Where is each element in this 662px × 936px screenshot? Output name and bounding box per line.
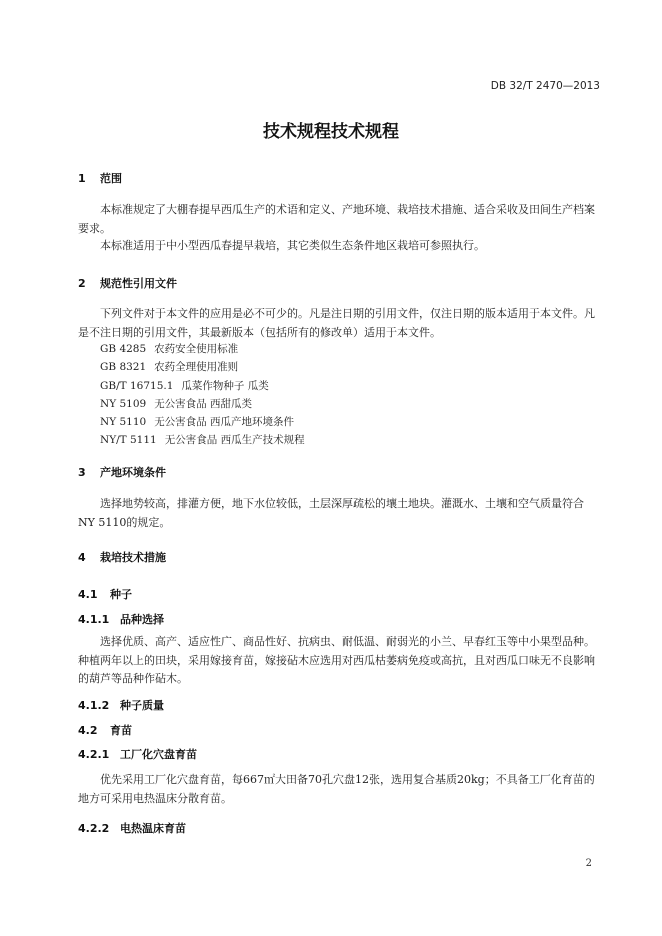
document-code: DB 32/T 2470—2013 — [490, 80, 600, 92]
environment-paragraph: 选择地势较高，排灌方便，地下水位较低，土层深厚疏松的壤土地块。灌溉水、土壤和空气质量符合NY 5110的规定。 — [78, 497, 584, 529]
section-number: 1 — [78, 172, 86, 185]
section-title: 产地环境条件 — [100, 466, 166, 479]
section-title: 种子质量 — [120, 699, 164, 712]
section-heading-4-1-2 — [78, 697, 164, 713]
reference-item — [100, 431, 305, 449]
normative-references-list — [100, 340, 305, 450]
section-number: 2 — [78, 277, 86, 290]
reference-item — [100, 358, 305, 376]
reference-title: 无公害食品 西瓜产地环境条件 — [154, 416, 295, 429]
section-heading-4-2 — [78, 722, 132, 738]
reference-code: GB 4285 — [100, 343, 147, 355]
section-number: 3 — [78, 466, 86, 479]
reference-code: GB 8321 — [100, 361, 147, 374]
scope-paragraph-1: 本标准规定了大棚春提早西瓜生产的术语和定义、产地环境、栽培技术措施、适合采收及田间生产档案要求。 — [78, 203, 595, 235]
page-number: 2 — [585, 858, 592, 869]
section-number: 4 — [78, 551, 86, 564]
reference-code: GB/T 16715.1 — [100, 379, 174, 392]
reference-title: 无公害食品 西甜瓜类 — [154, 397, 253, 410]
section-title: 规范性引用文件 — [100, 277, 177, 290]
scope-paragraph-2: 本标准适用于中小型西瓜春提早栽培，其它类似生态条件地区栽培可参照执行。 — [100, 239, 485, 252]
section-number: 4.1 — [78, 588, 98, 601]
reference-title: 瓜菜作物种子 瓜类 — [181, 379, 269, 392]
section-number: 4.2 — [78, 724, 98, 737]
section-number: 4.1.2 — [78, 699, 110, 712]
variety-selection-paragraph: 选择优质、高产、适应性广、商品性好、抗病虫、耐低温、耐弱光的小兰、早春红玉等中小果型品种。种植两年以上的田块，采用嫁接育苗，嫁接砧木应选用对西瓜枯萎病免疫或高抗，且对西瓜口味无不良影响的葫芦等品种作砧木。 — [78, 635, 595, 685]
section-heading-4-1 — [78, 586, 132, 602]
section-heading-3 — [78, 464, 166, 480]
reference-code: NY 5110 — [100, 416, 147, 429]
factory-seedling-paragraph: 优先采用工厂化穴盘育苗，每667㎡大田备70孔穴盘12张，选用复合基质20kg；不具备工厂化育苗的地方可采用电热温床分散育苗。 — [78, 773, 595, 805]
section-number: 4.1.1 — [78, 613, 110, 626]
section-title: 电热温床育苗 — [120, 822, 186, 835]
reference-code: NY 5109 — [100, 397, 147, 410]
reference-title: 农药安全使用标准 — [154, 343, 239, 355]
reference-item — [100, 340, 305, 358]
reference-title: 无公害食品 西瓜生产技术规程 — [164, 434, 305, 447]
page-title: 技术规程技术规程 — [263, 122, 399, 142]
section-heading-4-2-1 — [78, 746, 197, 762]
section-heading-1 — [78, 170, 122, 186]
section-title: 工厂化穴盘育苗 — [120, 748, 197, 761]
reference-item — [100, 377, 305, 395]
section-title: 范围 — [100, 172, 122, 185]
section-heading-4 — [78, 549, 166, 565]
section-title: 栽培技术措施 — [100, 551, 166, 564]
reference-item — [100, 395, 305, 413]
reference-title: 农药全理使用准则 — [154, 361, 239, 374]
section-heading-4-1-1 — [78, 611, 164, 627]
reference-code: NY/T 5111 — [100, 434, 157, 447]
section-heading-2 — [78, 275, 177, 291]
section-heading-4-2-2 — [78, 820, 186, 836]
section-number: 4.2.1 — [78, 748, 110, 761]
references-intro-paragraph: 下列文件对于本文件的应用是必不可少的。凡是注日期的引用文件，仅注日期的版本适用于本文件。凡是不注日期的引用文件，其最新版本（包括所有的修改单）适用于本文件。 — [78, 307, 595, 339]
section-number: 4.2.2 — [78, 822, 110, 835]
section-title: 育苗 — [110, 724, 132, 737]
reference-item — [100, 413, 305, 431]
section-title: 种子 — [110, 588, 132, 601]
section-title: 品种选择 — [120, 613, 164, 626]
